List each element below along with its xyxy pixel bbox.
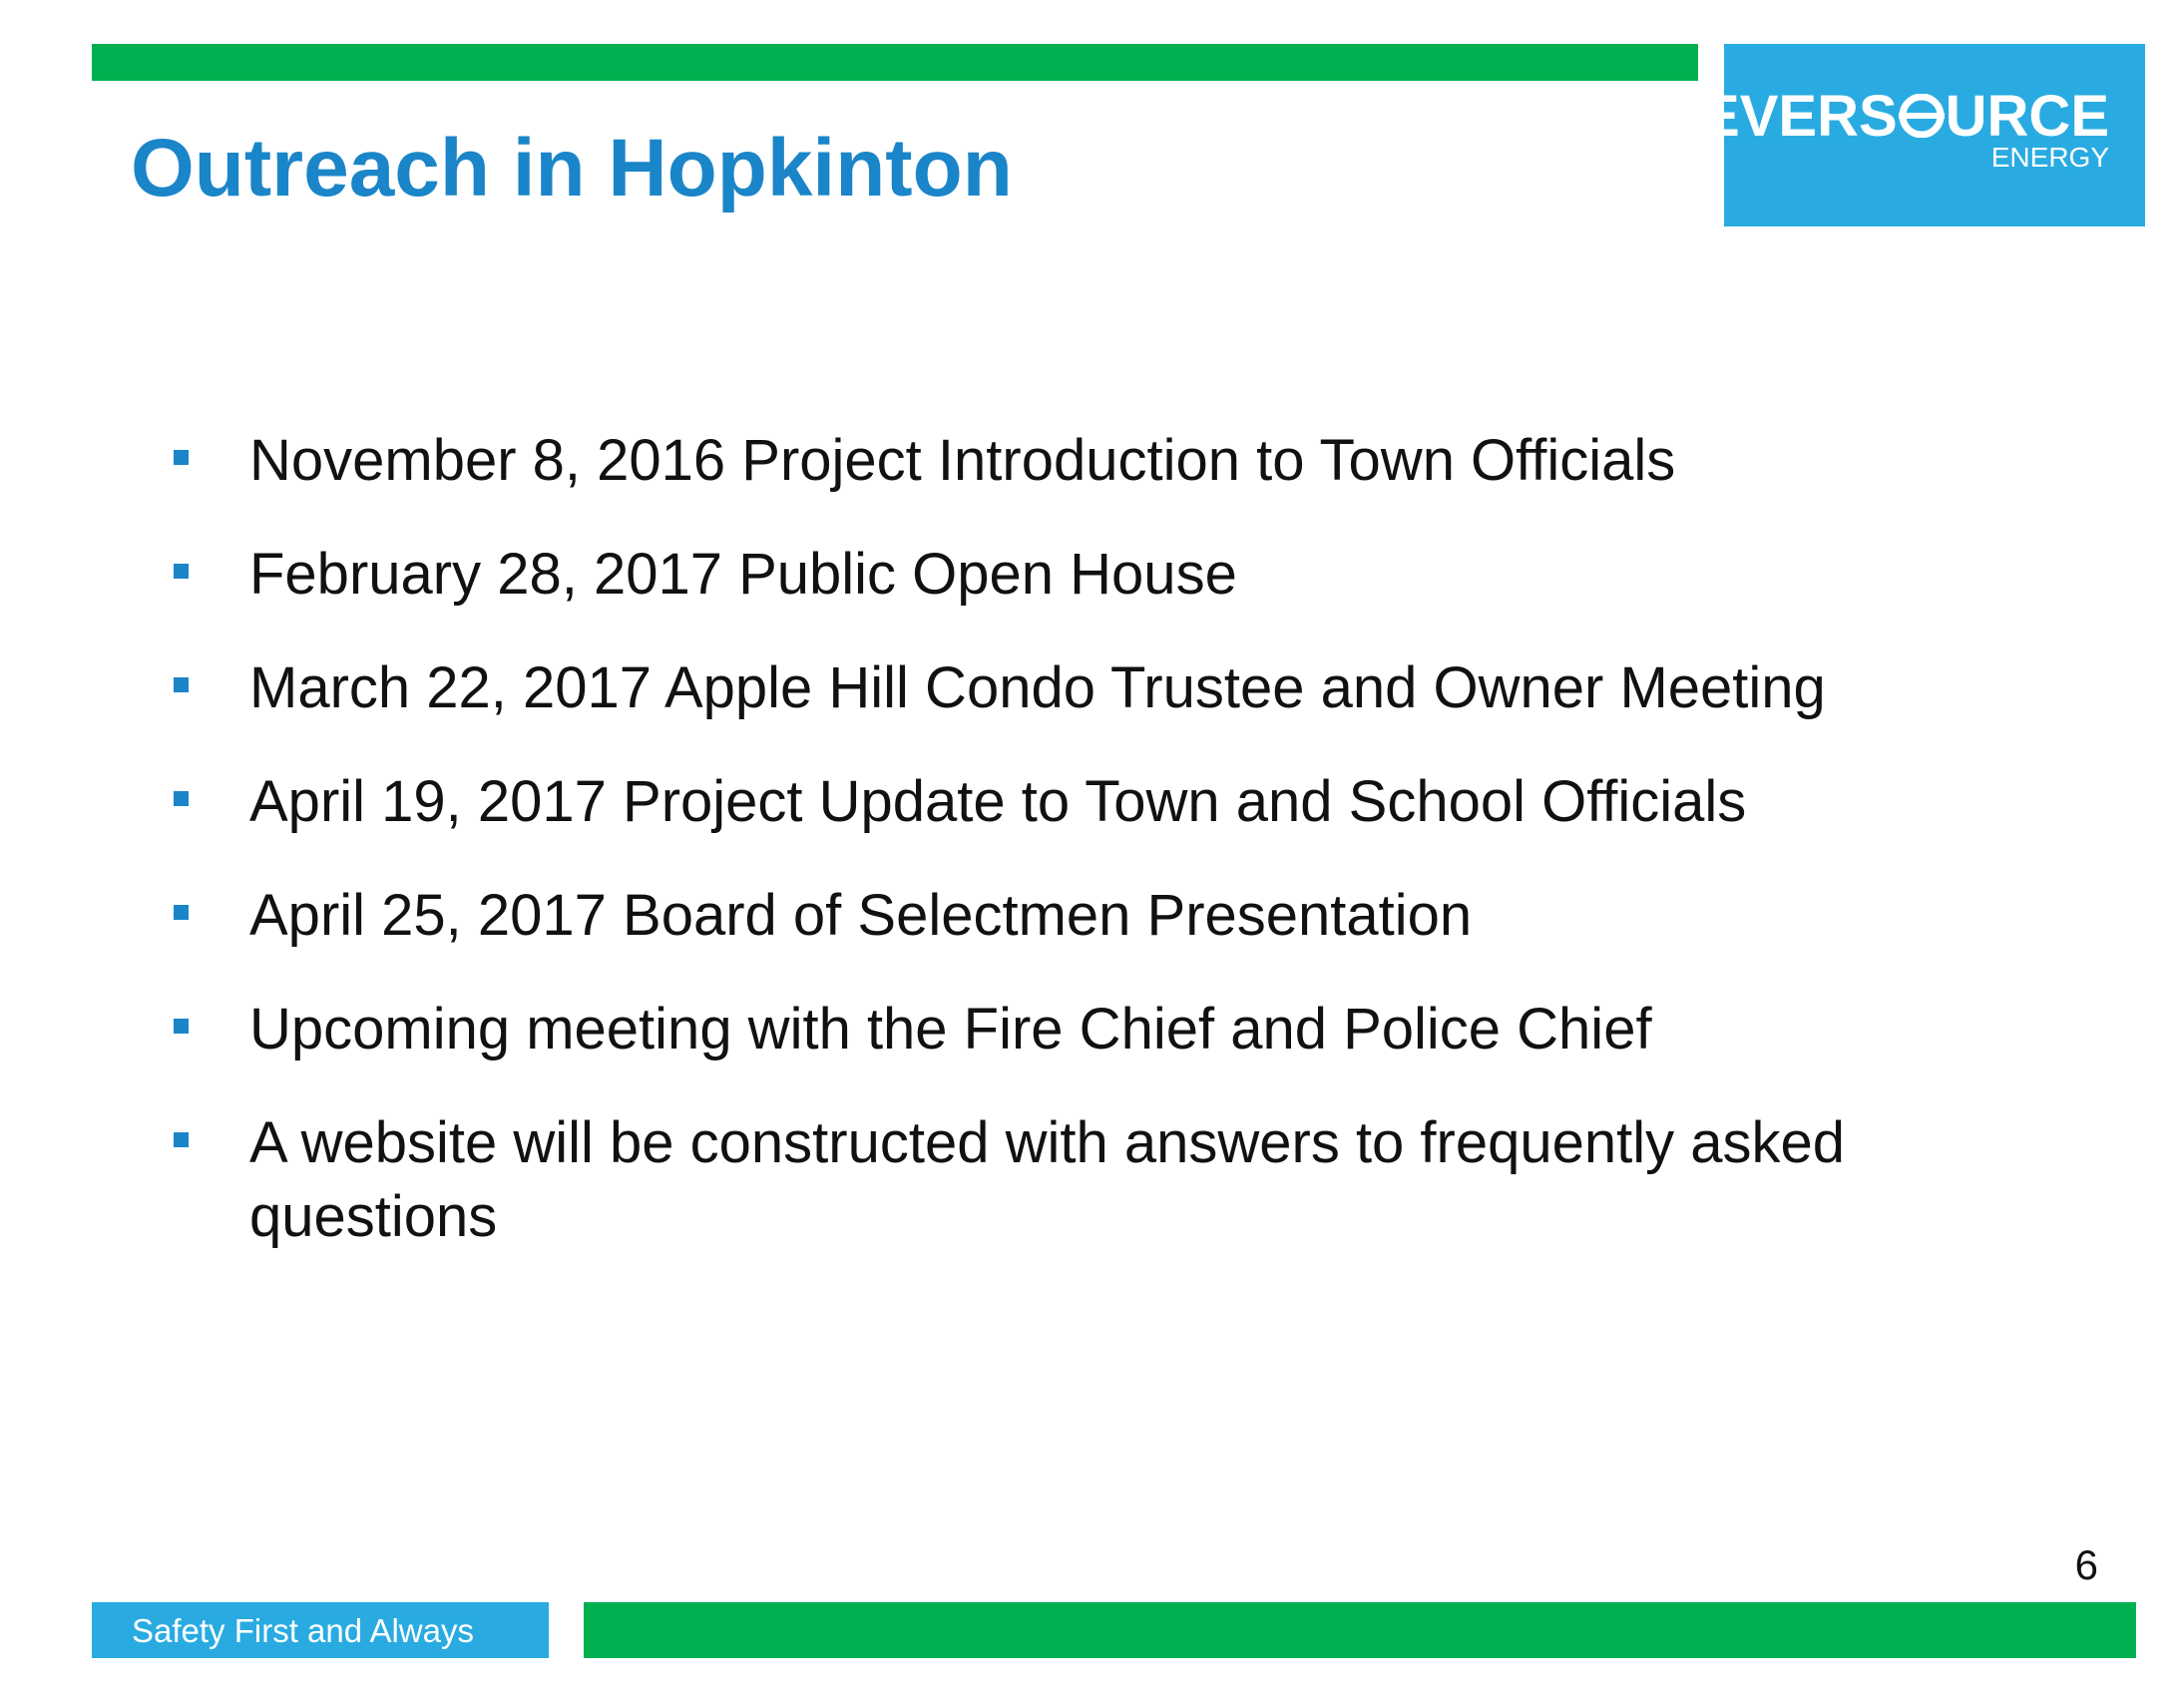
footer-accent-bar	[584, 1602, 2136, 1658]
bullet-text: Upcoming meeting with the Fire Chief and Police Chief	[249, 997, 1652, 1061]
bullet-text: February 28, 2017 Public Open House	[249, 542, 1237, 607]
bullet-text: March 22, 2017 Apple Hill Condo Trustee and Owner Meeting	[249, 655, 1826, 720]
logo-word-left: EVERS	[1701, 84, 1898, 149]
top-accent-bar	[92, 44, 1698, 81]
eversource-logo	[1701, 44, 2145, 226]
bullet-item	[249, 424, 1995, 498]
bullet-square-icon	[174, 450, 189, 465]
bullet-square-icon	[174, 677, 189, 692]
bullet-square-icon	[174, 1132, 189, 1147]
bullet-square-icon	[174, 1019, 189, 1034]
bullet-item	[249, 993, 1995, 1066]
logo-word-right: URCE	[1945, 84, 2109, 149]
bullet-square-icon	[174, 905, 189, 920]
bullet-text: November 8, 2016 Project Introduction to Town Officials	[249, 428, 1676, 493]
bullet-list	[249, 424, 1995, 1294]
bullet-text: A website will be constructed with answers to frequently asked questions	[249, 1110, 1846, 1249]
logo-wordmark	[1701, 84, 2109, 149]
logo-o-icon	[1899, 94, 1945, 138]
bullet-square-icon	[174, 791, 189, 806]
bullet-square-icon	[174, 564, 189, 579]
bullet-item	[249, 765, 1995, 839]
footer-tagline: Safety First and Always	[132, 1612, 474, 1649]
page-number: 6	[2074, 1541, 2098, 1588]
bullet-text: April 25, 2017 Board of Selectmen Presentation	[249, 883, 1473, 948]
bullet-item	[249, 879, 1995, 953]
bullet-item	[249, 538, 1995, 612]
bullet-item	[249, 651, 1995, 725]
bullet-text: April 19, 2017 Project Update to Town and School Officials	[249, 769, 1747, 834]
bullet-item	[249, 1106, 1995, 1254]
logo-subtitle: ENERGY	[1990, 142, 2109, 173]
footer-tagline-box	[92, 1602, 549, 1658]
slide-title: Outreach in Hopkinton	[131, 123, 1013, 213]
